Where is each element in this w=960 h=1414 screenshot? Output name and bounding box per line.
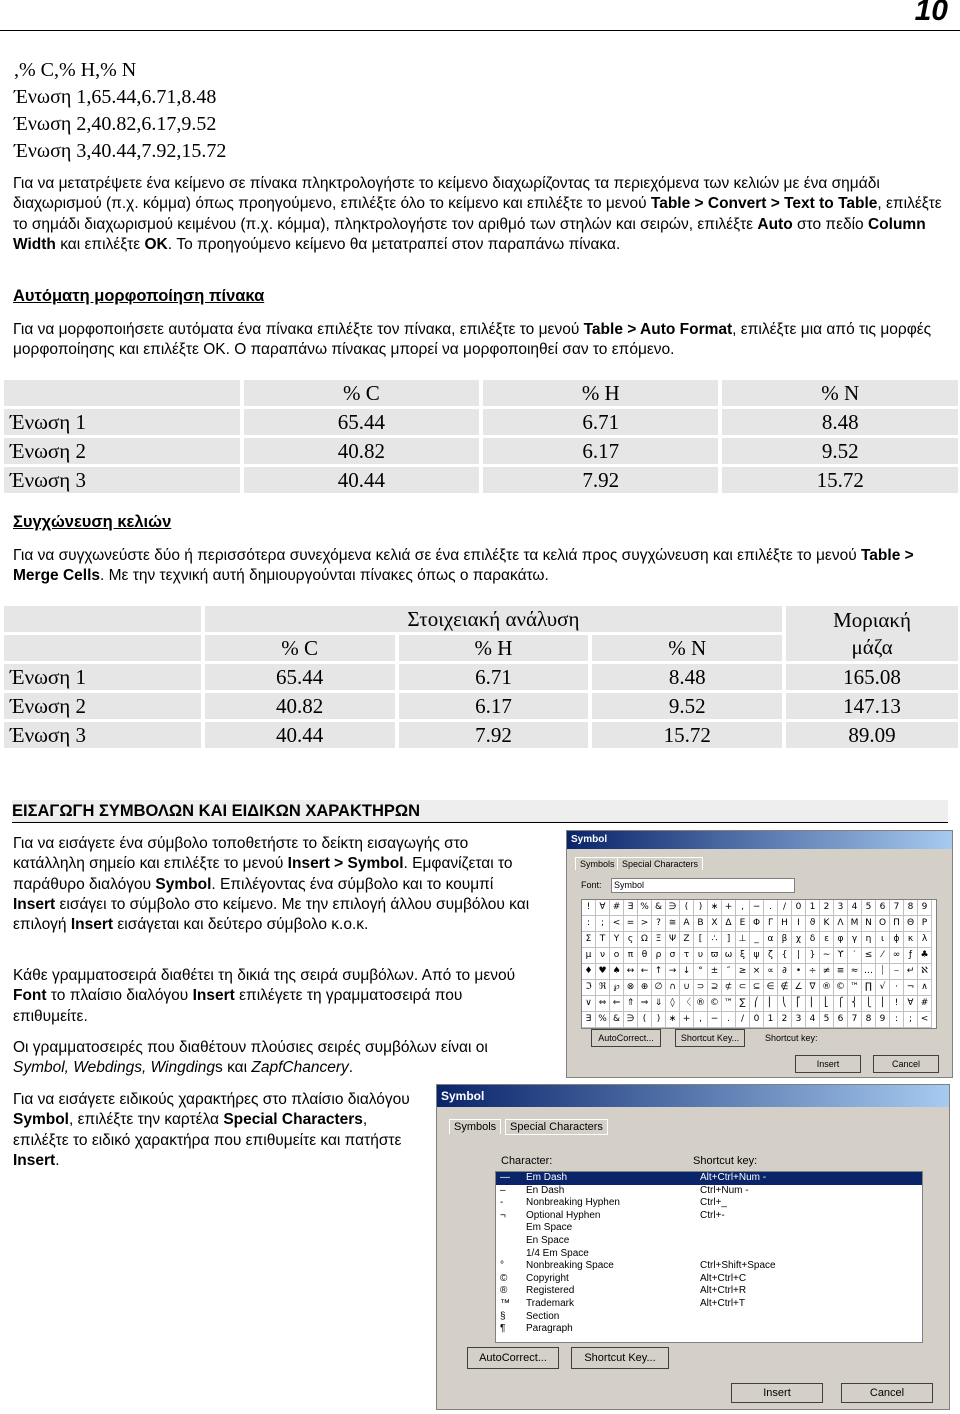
list-item[interactable] — [496, 1285, 922, 1298]
symbol-cell[interactable]: ∴ — [708, 932, 722, 948]
symbol-cell[interactable]: Ξ — [652, 932, 666, 948]
table-row: Ένωση 2 40.82 6.17 9.52 — [4, 438, 958, 464]
symbol-cell[interactable]: ⎩ — [862, 996, 876, 1012]
character-symbol: ® — [500, 1285, 508, 1297]
symbol-cell[interactable]: 2 — [778, 1012, 792, 1028]
symbol-cell[interactable]: Θ — [904, 916, 918, 932]
symbol-cell[interactable]: ς — [624, 932, 638, 948]
symbol-cell[interactable]: ® — [694, 996, 708, 1012]
character-name: Registered — [526, 1285, 575, 1297]
character-shortcut: Alt+Ctrl+T — [700, 1297, 746, 1309]
list-item[interactable] — [496, 1172, 922, 1185]
list-item[interactable] — [496, 1222, 922, 1235]
symbol-cell[interactable]: ] — [722, 932, 736, 948]
symbol-cell[interactable]: ∋ — [624, 1012, 638, 1028]
character-symbol: ¶ — [500, 1323, 506, 1335]
symbol-cell[interactable]: √ — [876, 980, 890, 996]
character-name: Nonbreaking Space — [526, 1260, 614, 1272]
symbol-cell[interactable]: ± — [708, 964, 722, 980]
symbol-cell[interactable]: ← — [638, 964, 652, 980]
symbol-cell[interactable]: δ — [806, 932, 820, 948]
symbol-cell[interactable]: 6 — [876, 900, 890, 916]
symbol-cell[interactable]: ι — [876, 932, 890, 948]
symbol-cell[interactable]: η — [862, 932, 876, 948]
csv-text-block — [14, 57, 226, 165]
symbol-cell[interactable]: λ — [918, 932, 932, 948]
symbol-cell[interactable]: ⊗ — [624, 980, 638, 996]
symbol-cell[interactable]: / — [778, 900, 792, 916]
symbol-cell[interactable]: Ι — [792, 916, 806, 932]
symbol-cell[interactable]: 〈 — [680, 996, 694, 1012]
symbol-cell[interactable]: © — [834, 980, 848, 996]
symbol-cell[interactable]: % — [596, 1012, 610, 1028]
symbol-cell[interactable]: ® — [820, 980, 834, 996]
symbol-cell[interactable]: { — [778, 948, 792, 964]
symbol-cell[interactable]: μ — [582, 948, 596, 964]
symbol-cell[interactable]: Π — [890, 916, 904, 932]
special-character-list[interactable] — [495, 1171, 923, 1343]
symbol-cell[interactable]: Δ — [722, 916, 736, 932]
tab-special-characters[interactable]: Special Characters — [505, 1119, 608, 1135]
header-rule — [0, 30, 960, 31]
symbol-cell[interactable]: ℵ — [918, 964, 932, 980]
symbol-cell[interactable]: Λ — [834, 916, 848, 932]
shortcut-column-label: Shortcut key: — [693, 1155, 758, 1167]
symbol-cell[interactable]: ƒ — [904, 948, 918, 964]
symbol-cell[interactable]: ″ — [722, 964, 736, 980]
symbol-cell[interactable]: 9 — [876, 1012, 890, 1028]
symbol-cell[interactable]: ∇ — [806, 980, 820, 996]
symbol-cell[interactable]: • — [792, 964, 806, 980]
symbol-cell[interactable]: ⊃ — [694, 980, 708, 996]
character-name: En Dash — [526, 1184, 565, 1196]
special-characters-dialog — [436, 1084, 950, 1410]
cancel-button[interactable]: Cancel — [841, 1383, 933, 1403]
symbol-cell[interactable]: : — [890, 1012, 904, 1028]
symbol-cell[interactable]: ∈ — [764, 980, 778, 996]
special-paragraph: Για να εισάγετε ειδικούς χαρακτήρες στο πλαίσιο διαλόγου Symbol, επιλέξτε την καρτέλα Special Characters, επιλέξτε το ειδικό χαρακτήρα που επιθυμείτε και πατήστε Insert. — [13, 1091, 410, 1169]
symbol-cell[interactable]: 0 — [750, 1012, 764, 1028]
symbol-cell[interactable]: # — [918, 996, 932, 1012]
symbol-cell[interactable]: & — [610, 1012, 624, 1028]
list-item[interactable] — [496, 1311, 922, 1324]
symbol-cell[interactable]: ρ — [652, 948, 666, 964]
symbol-cell[interactable]: , — [736, 900, 750, 916]
symbol-dialog — [566, 830, 953, 1078]
csv-line: ,% C,% H,% N — [14, 59, 137, 81]
symbol-cell[interactable]: ϒ — [834, 948, 848, 964]
symbol-cell[interactable]: π — [624, 948, 638, 964]
symbol-cell[interactable]: ⇓ — [652, 996, 666, 1012]
symbol-cell[interactable]: 5 — [820, 1012, 834, 1028]
symbol-cell[interactable]: 3 — [834, 900, 848, 916]
list-item[interactable] — [496, 1260, 922, 1273]
list-item[interactable] — [496, 1298, 922, 1311]
symbol-cell[interactable]: ⊄ — [722, 980, 736, 996]
symbol-cell[interactable]: Ζ — [680, 932, 694, 948]
section-title: ΕΙΣΑΓΩΓΗ ΣΥΜΒΟΛΩΝ ΚΑΙ ΕΙΔΙΚΩΝ ΧΑΡΑΚΤΗΡΩΝ — [12, 800, 948, 823]
symbol-cell[interactable]: < — [610, 916, 624, 932]
symbol-cell[interactable]: 7 — [848, 1012, 862, 1028]
insert-button[interactable]: Insert — [731, 1383, 823, 1403]
symbol-cell[interactable]: ⇐ — [610, 996, 624, 1012]
symbol-cell[interactable]: ≈ — [848, 964, 862, 980]
list-item[interactable] — [496, 1235, 922, 1248]
table-autoformat — [0, 377, 960, 496]
symbol-cell[interactable]: 4 — [806, 1012, 820, 1028]
symbol-cell[interactable]: © — [708, 996, 722, 1012]
symbol-cell[interactable]: Μ — [848, 916, 862, 932]
symbol-cell[interactable]: ∃ — [624, 900, 638, 916]
character-symbol: ¬ — [500, 1209, 506, 1221]
symbol-cell[interactable]: ↔ — [624, 964, 638, 980]
symbol-cell[interactable]: ( — [638, 1012, 652, 1028]
character-name: Em Space — [526, 1222, 573, 1234]
character-shortcut: Ctrl+_ — [700, 1197, 727, 1209]
character-name: Optional Hyphen — [526, 1209, 601, 1221]
symbol-cell[interactable]: Ω — [638, 932, 652, 948]
symbol-cell[interactable]: θ — [638, 948, 652, 964]
list-item[interactable] — [496, 1273, 922, 1286]
symbol-cell[interactable]: 6 — [834, 1012, 848, 1028]
insert-button[interactable]: Insert — [795, 1055, 861, 1073]
symbol-cell[interactable]: Σ — [582, 932, 596, 948]
csv-line: Ένωση 3,40.44,7.92,15.72 — [14, 140, 227, 162]
symbol-cell[interactable]: ∃ — [582, 1012, 596, 1028]
symbol-cell[interactable]: ⎡ — [792, 996, 806, 1012]
symbol-cell[interactable]: ♦ — [582, 964, 596, 980]
symbol-cell[interactable]: ≥ — [736, 964, 750, 980]
character-name: Em Dash — [526, 1172, 568, 1183]
symbol-cell[interactable]: ¬ — [904, 980, 918, 996]
symbol-cell[interactable]: ↑ — [652, 964, 666, 980]
symbol-cell[interactable]: ∠ — [792, 980, 806, 996]
fonts-list-paragraph: Οι γραμματοσειρές που διαθέτουν πλούσιες σειρές συμβόλων είναι οι Symbol, Webdings, Wingdings και ZapfChancery. — [13, 1039, 488, 1077]
symbol-cell[interactable]: ξ — [736, 948, 750, 964]
symbol-cell[interactable]: % — [638, 900, 652, 916]
symbol-cell[interactable]: ⁄ — [876, 948, 890, 964]
symbol-cell[interactable]: Χ — [708, 916, 722, 932]
character-symbol: - — [500, 1197, 504, 1209]
symbol-cell[interactable]: , — [694, 1012, 708, 1028]
symbol-cell[interactable]: ε — [820, 932, 834, 948]
symbol-cell[interactable]: 9 — [918, 900, 932, 916]
table-row: Ένωση 2 40.82 6.17 9.52 147.13 — [4, 693, 958, 719]
cancel-button[interactable]: Cancel — [873, 1055, 939, 1073]
table-row: Ένωση 1 65.44 6.71 8.48 — [4, 409, 958, 435]
character-symbol: ° — [500, 1260, 504, 1272]
symbol-cell[interactable]: Ε — [736, 916, 750, 932]
character-symbol: © — [500, 1272, 508, 1284]
merge-heading: Συγχώνευση κελιών — [13, 513, 172, 531]
symbol-cell[interactable]: ∑ — [736, 996, 750, 1012]
symbol-cell[interactable]: ⎛ — [750, 996, 764, 1012]
symbol-cell[interactable]: α — [764, 932, 778, 948]
symbol-cell[interactable]: ; — [904, 1012, 918, 1028]
table-row: Ένωση 3 40.44 7.92 15.72 89.09 — [4, 722, 958, 748]
symbol-cell[interactable]: ⊂ — [736, 980, 750, 996]
symbol-cell[interactable]: 4 — [848, 900, 862, 916]
font-select[interactable]: Symbol — [611, 878, 795, 893]
symbol-cell[interactable]: ℘ — [610, 980, 624, 996]
symbol-cell[interactable]: Ο — [876, 916, 890, 932]
symbol-cell[interactable]: Γ — [764, 916, 778, 932]
symbol-cell[interactable]: ∧ — [918, 980, 932, 996]
symbol-cell[interactable]: ; — [596, 916, 610, 932]
symbol-cell[interactable]: ) — [652, 1012, 666, 1028]
autoformat-paragraph: Για να μορφοποιήσετε αυτόματα ένα πίνακα επιλέξτε τον πίνακα, επιλέξτε το μενού Table > Auto Format, επιλέξτε μια από τις μορφές μορφοποίησης και επιλέξτε ΟΚ. Ο παραπάνω πίνακας μπορεί να μορφοποιηθεί σαν το επόμενο. — [13, 321, 932, 359]
character-name: 1/4 Em Space — [526, 1247, 589, 1259]
symbol-cell[interactable]: ? — [652, 916, 666, 932]
character-name: Copyright — [526, 1272, 569, 1284]
symbol-cell[interactable]: ϖ — [708, 948, 722, 964]
character-name: Nonbreaking Hyphen — [526, 1197, 620, 1209]
symbol-cell[interactable]: ≠ — [820, 964, 834, 980]
symbol-cell[interactable]: ⇑ — [624, 996, 638, 1012]
symbol-cell[interactable]: ζ — [764, 948, 778, 964]
symbol-cell[interactable]: ↓ — [680, 964, 694, 980]
character-shortcut: Ctrl+- — [700, 1209, 725, 1221]
symbol-cell[interactable]: ∞ — [890, 948, 904, 964]
dialog-title: Symbol — [567, 831, 952, 849]
symbol-cell[interactable]: ≡ — [834, 964, 848, 980]
symbol-cell[interactable]: ) — [694, 900, 708, 916]
symbol-cell[interactable]: ϑ — [806, 916, 820, 932]
symbol-cell[interactable]: 1 — [764, 1012, 778, 1028]
csv-line: Ένωση 2,40.82,6.17,9.52 — [14, 113, 217, 135]
character-shortcut: Alt+Ctrl+R — [700, 1285, 747, 1297]
symbol-cell[interactable]: ℜ — [596, 980, 610, 996]
symbol-cell[interactable]: 0 — [792, 900, 806, 916]
symbol-cell[interactable]: > — [638, 916, 652, 932]
symbol-cell[interactable]: Κ — [820, 916, 834, 932]
symbol-cell[interactable]: ⎢ — [806, 996, 820, 1012]
table-header-row: % C % H % N — [4, 380, 958, 406]
symbol-cell[interactable]: ⋅ — [890, 980, 904, 996]
table-merged — [0, 603, 960, 751]
symbol-cell[interactable]: × — [750, 964, 764, 980]
symbol-cell[interactable]: . — [764, 900, 778, 916]
symbol-cell[interactable]: τ — [680, 948, 694, 964]
tab-symbols[interactable]: Symbols — [449, 1119, 501, 1134]
autocorrect-button[interactable]: AutoCorrect... — [467, 1347, 559, 1369]
symbol-cell[interactable]: κ — [904, 932, 918, 948]
symbol-cell[interactable]: ! — [890, 996, 904, 1012]
symbol-cell[interactable]: [ — [694, 932, 708, 948]
character-symbol: – — [500, 1184, 506, 1196]
list-item[interactable] — [496, 1323, 922, 1336]
autocorrect-button[interactable]: AutoCorrect... — [591, 1029, 661, 1047]
symbol-cell[interactable]: ⎪ — [876, 996, 890, 1012]
mass-header: Μοριακή μάζα — [786, 606, 958, 661]
symbol-cell[interactable]: ⎯ — [890, 964, 904, 980]
symbol-cell[interactable]: ∗ — [708, 900, 722, 916]
symbol-cell[interactable]: 3 — [792, 1012, 806, 1028]
symbol-cell[interactable]: / — [736, 1012, 750, 1028]
symbol-cell[interactable]: ο — [610, 948, 624, 964]
symbol-cell[interactable]: → — [666, 964, 680, 980]
symbol-paragraph: Για να εισάγετε ένα σύμβολο τοποθετήστε το δείκτη εισαγωγής στο κατάλληλη σημείο και επιλέξτε το μενού Insert > Symbol. Εμφανίζεται το παράθυρο διαλόγου Symbol. Επιλέγοντας ένα σύμβολο και το κουμπί Insert εισάγει το σύμβολο στο κείμενο. Με την επιλογή άλλου συμβόλου και επιλογή Insert εισάγεται και δεύτερο σύμβολο κ.ο.κ. — [13, 835, 530, 934]
symbol-cell[interactable]: 8 — [862, 1012, 876, 1028]
symbol-cell[interactable]: < — [918, 1012, 932, 1028]
symbol-cell[interactable]: ( — [680, 900, 694, 916]
character-symbol: ™ — [500, 1297, 510, 1309]
symbol-cell[interactable]: ∗ — [666, 1012, 680, 1028]
shortcut-key-button[interactable]: Shortcut Key... — [571, 1347, 669, 1369]
table-header-row: Στοιχειακή ανάλυση Μοριακή μάζα — [4, 606, 958, 632]
symbol-cell[interactable]: ⊕ — [638, 980, 652, 996]
symbol-cell[interactable]: ∉ — [778, 980, 792, 996]
symbol-cell[interactable]: − — [750, 900, 764, 916]
symbol-cell[interactable]: ∀ — [904, 996, 918, 1012]
character-column-label: Character: — [501, 1155, 553, 1167]
symbol-cell[interactable]: ∼ — [820, 948, 834, 964]
symbol-cell[interactable]: ′ — [848, 948, 862, 964]
symbol-cell[interactable]: ⎨ — [848, 996, 862, 1012]
symbol-cell[interactable]: ∝ — [764, 964, 778, 980]
symbol-cell[interactable]: ν — [596, 948, 610, 964]
symbol-cell[interactable]: ♠ — [610, 964, 624, 980]
symbol-cell[interactable]: γ — [848, 932, 862, 948]
symbol-cell[interactable]: ∪ — [680, 980, 694, 996]
symbol-cell[interactable]: Ρ — [918, 916, 932, 932]
symbol-cell[interactable]: = — [624, 916, 638, 932]
symbol-cell[interactable]: ♥ — [596, 964, 610, 980]
symbol-cell[interactable]: 1 — [806, 900, 820, 916]
convert-paragraph: Για να μετατρέψετε ένα κείμενο σε πίνακα πληκτρολογήστε το κείμενο διαχωρίζοντας τα περιεχόμενα των κελιών με ένα σημάδι διαχωρισμού (π.χ. κόμμα) όπως προηγούμενο, επιλέξτε όλο το κείμενο και επιλέξτε το μενού Table > Convert > Text to Table, επιλέξτε το σημάδι διαχωρισμού κειμένου (π.χ. κόμμα), πληκτρολογήστε τον αριθμό των στηλών και σειρών, επιλέξτε Auto στο πεδίο Column Width και επιλέξτε OK. Το προηγούμενο κείμενο θα μετατραπεί στον παραπάνω πίνακα. — [13, 175, 942, 253]
symbol-cell[interactable]: + — [680, 1012, 694, 1028]
character-shortcut: Ctrl+Shift+Space — [700, 1260, 776, 1272]
symbol-cell[interactable]: 2 — [820, 900, 834, 916]
tab-symbols[interactable]: Symbols — [575, 857, 620, 870]
symbol-cell[interactable]: ∂ — [778, 964, 792, 980]
autoformat-heading: Αυτόματη μορφοποίηση πίνακα — [13, 287, 265, 305]
symbol-cell[interactable]: ⎧ — [834, 996, 848, 1012]
character-name: Section — [526, 1310, 560, 1322]
symbol-cell[interactable]: ↵ — [904, 964, 918, 980]
symbol-cell[interactable]: χ — [792, 932, 806, 948]
symbol-cell[interactable]: 5 — [862, 900, 876, 916]
symbol-cell[interactable]: β — [778, 932, 792, 948]
shortcut-key-button[interactable]: Shortcut Key... — [675, 1029, 745, 1047]
list-item[interactable] — [496, 1210, 922, 1223]
symbol-cell[interactable]: ∨ — [582, 996, 596, 1012]
symbol-cell[interactable]: Φ — [750, 916, 764, 932]
shortcut-label: Shortcut key: — [765, 1033, 818, 1043]
symbol-cell[interactable]: ⎜ — [764, 996, 778, 1012]
character-shortcut: Alt+Ctrl+C — [700, 1272, 747, 1284]
symbol-cell[interactable]: # — [610, 900, 624, 916]
symbol-cell[interactable]: ÷ — [806, 964, 820, 980]
symbol-cell[interactable]: ω — [722, 948, 736, 964]
symbol-cell[interactable]: ⎣ — [820, 996, 834, 1012]
symbol-cell[interactable]: ⇒ — [638, 996, 652, 1012]
list-item[interactable] — [496, 1248, 922, 1261]
symbol-cell[interactable]: ♣ — [918, 948, 932, 964]
table-row: Ένωση 1 65.44 6.71 8.48 165.08 — [4, 664, 958, 690]
dialog-title: Symbol — [437, 1085, 949, 1107]
symbol-cell[interactable]: υ — [694, 948, 708, 964]
symbol-cell[interactable]: . — [722, 1012, 736, 1028]
symbol-grid[interactable] — [581, 899, 937, 1029]
symbol-cell[interactable]: ⊥ — [736, 932, 750, 948]
symbol-cell[interactable]: | — [792, 948, 806, 964]
symbol-cell[interactable]: Α — [680, 916, 694, 932]
symbol-cell[interactable]: ⎝ — [778, 996, 792, 1012]
symbol-cell[interactable]: ∀ — [596, 900, 610, 916]
symbol-cell[interactable]: Ν — [862, 916, 876, 932]
symbol-cell[interactable]: Τ — [596, 932, 610, 948]
symbol-cell[interactable]: ⊆ — [750, 980, 764, 996]
symbol-cell[interactable]: ◊ — [666, 996, 680, 1012]
symbol-cell[interactable]: φ — [834, 932, 848, 948]
character-shortcut: Alt+Ctrl+Num - — [700, 1172, 767, 1183]
character-symbol: — — [500, 1172, 510, 1183]
symbol-cell[interactable]: ° — [694, 964, 708, 980]
merge-paragraph: Για να συγχωνεύστε δύο ή περισσότερα συνεχόμενα κελιά σε ένα επιλέξτε τα κελιά προς συγχώνευση και επιλέξτε το μενού Table > Merge Cells. Με την τεχνική αυτή δημιουργούνται πίνακες όπως ο παρακάτω. — [13, 547, 914, 585]
symbol-cell[interactable]: ϕ — [890, 932, 904, 948]
symbol-cell[interactable]: 7 — [890, 900, 904, 916]
symbol-cell[interactable]: : — [582, 916, 596, 932]
symbol-cell[interactable]: − — [708, 1012, 722, 1028]
symbol-cell[interactable]: Η — [778, 916, 792, 932]
symbol-cell[interactable]: 8 — [904, 900, 918, 916]
symbol-cell[interactable]: ⇔ — [596, 996, 610, 1012]
character-name: Paragraph — [526, 1323, 573, 1335]
symbol-cell[interactable]: } — [806, 948, 820, 964]
table-row: Ένωση 3 40.44 7.92 15.72 — [4, 467, 958, 493]
symbol-cell[interactable]: ≅ — [666, 916, 680, 932]
symbol-cell[interactable]: _ — [750, 932, 764, 948]
symbol-cell[interactable]: ψ — [750, 948, 764, 964]
character-shortcut: Ctrl+Num - — [700, 1184, 749, 1196]
symbol-cell[interactable]: ™ — [848, 980, 862, 996]
symbol-cell[interactable]: ∅ — [652, 980, 666, 996]
font-label: Font: — [581, 880, 602, 890]
tab-special-characters[interactable]: Special Characters — [617, 857, 703, 870]
symbol-cell[interactable]: ! — [582, 900, 596, 916]
symbol-cell[interactable]: ∋ — [666, 900, 680, 916]
table-subheader-row: % C % H % N — [4, 635, 958, 661]
page-number: 10 — [914, 0, 948, 27]
character-symbol: § — [500, 1310, 506, 1322]
font-paragraph: Κάθε γραμματοσειρά διαθέτει τη δικιά της σειρά συμβόλων. Από το μενού Font το πλαίσιο διαλόγου Insert επιλέγετε τη γραμματοσειρά που επιθυμείτε. — [13, 967, 516, 1025]
symbol-cell[interactable]: Υ — [610, 932, 624, 948]
list-item[interactable] — [496, 1197, 922, 1210]
symbol-cell[interactable]: Ψ — [666, 932, 680, 948]
symbol-cell[interactable]: ⊇ — [708, 980, 722, 996]
symbol-cell[interactable]: ≤ — [862, 948, 876, 964]
symbol-cell[interactable]: … — [862, 964, 876, 980]
symbol-cell[interactable]: Β — [694, 916, 708, 932]
symbol-cell[interactable]: ™ — [722, 996, 736, 1012]
symbol-cell[interactable]: ∩ — [666, 980, 680, 996]
character-name: En Space — [526, 1234, 570, 1246]
symbol-cell[interactable]: ⏐ — [876, 964, 890, 980]
symbol-cell[interactable]: & — [652, 900, 666, 916]
character-name: Trademark — [526, 1297, 574, 1309]
symbol-cell[interactable]: + — [722, 900, 736, 916]
symbol-cell[interactable]: ∏ — [862, 980, 876, 996]
csv-line: Ένωση 1,65.44,6.71,8.48 — [14, 86, 217, 108]
list-item[interactable] — [496, 1185, 922, 1198]
symbol-cell[interactable]: ℑ — [582, 980, 596, 996]
symbol-cell[interactable]: σ — [666, 948, 680, 964]
